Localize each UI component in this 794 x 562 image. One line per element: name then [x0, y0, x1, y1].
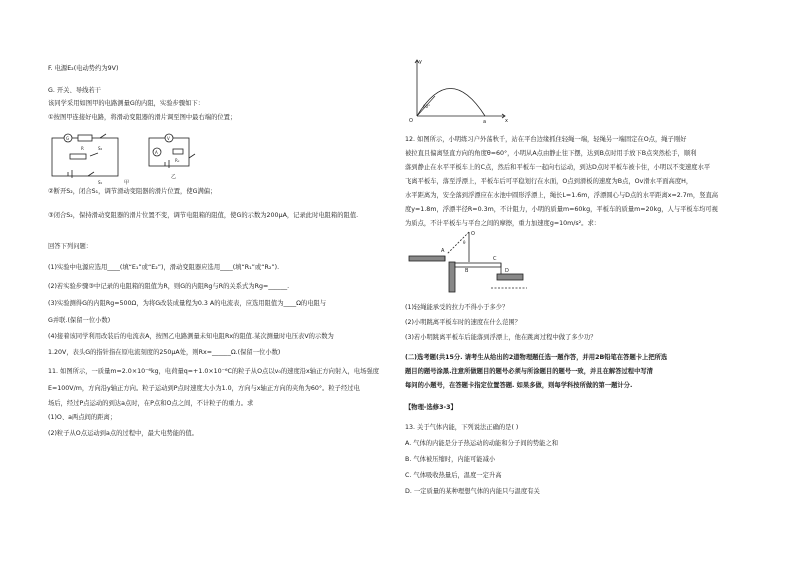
step-2: ②断开S₂，闭合S₁，调节滑动变阻器的滑片位置，使G满偏； — [48, 188, 217, 195]
svg-text:G: G — [66, 136, 70, 141]
question-12-line6: 度y=1.8m，浮漂半径R=0.3m，不计阻力，小明的质量m=60kg，平板车的质量m=20kg，人与平板车均可视 — [405, 206, 718, 213]
swing-label-b: B — [465, 268, 469, 274]
question-3-line1: (3)实验测得G的内阻Rg=500Ω，为将G改装成量程为0.3 A的电流表，应选用阻值为____Ω的电阻与 — [48, 300, 327, 307]
question-11-part2: (2)粒子从O点运动到a点的过程中，最大电势能的值。 — [48, 430, 198, 437]
swing-label-d: D — [505, 268, 509, 274]
graph-angle-label: 60° — [423, 104, 431, 109]
question-1: (1)实验中电源应选用____(填“E₁”或“E₂”)，滑动变阻器应选用____(填“R₁”或“R₂”). — [48, 264, 280, 271]
option-f-power: F. 电源E₂(电动势约为9V) — [48, 65, 119, 72]
question-12-line2: 被拉直且偏离竖直方向的角度θ=60°，小明从A点由静止往下摆，达到B点时用手放下B点突然松手，顺利 — [405, 150, 697, 157]
fig-label-a: 甲 — [124, 180, 130, 186]
question-12-part1: (1)轻绳能承受的拉力不得小于多少？ — [405, 304, 509, 311]
graph-x-label: x — [505, 118, 508, 124]
question-13-option-b: B. 气体被压缩时，内能可能减小 — [405, 456, 496, 463]
question-13-option-d: D. 一定质量的某种理想气体的内能只与温度有关 — [405, 488, 540, 495]
question-12-line1: 12. 如图所示，小明练习户外荡秋千，站在平台边缘抓住轻绳一端，轻绳另一端固定在O点，绳子刚好 — [405, 136, 687, 143]
question-12-line3: 落到静止在水平平板车上的C点，然后和平板车一起向右运动，到达D点时平板车被卡住，小明以不变速度水平 — [405, 164, 711, 171]
swing-label-c: C — [493, 256, 497, 262]
step-1: ①按图甲连接好电路，将滑动变阻器的滑片调至图中最右端的位置； — [48, 114, 237, 121]
answer-header: 回答下列问题： — [48, 243, 93, 250]
question-12-line7: 为质点，不计平板车与平台之间的摩擦，重力加速度g=10m/s²。求： — [405, 220, 601, 227]
swing-platform-figure — [405, 228, 541, 298]
question-12-line4: 飞离平板车，落至浮漂上，平板车后可平稳划行在水面，O点到滑板的速度为B点，Ov滑水平面高度H， — [405, 178, 693, 185]
svg-text:A: A — [155, 150, 158, 155]
graph-point-a-label: a — [483, 119, 487, 125]
trajectory-graph — [405, 56, 515, 125]
graph-y-label: y — [419, 59, 422, 65]
elective-instructions-line2: 题目的题号涂黑.注意所做题目的题号必须与所涂题目的题号一致，并且在解答过程中写清 — [405, 368, 653, 375]
swing-label-o: O — [471, 231, 475, 237]
circuit-diagram-a — [48, 128, 130, 186]
question-13: 13. 关于气体内能，下列说法正确的是( ) — [405, 424, 519, 431]
swing-label-a: A — [441, 248, 445, 254]
question-2: (2)若实验步骤③中记录的电阻箱的阻值为R，则G的内阻Rg与R的关系式为Rg=______. — [48, 283, 290, 290]
question-12-line5: 水平距离为，安全落到浮漂应在水池中圆形浮漂上，绳长L=1.6m，浮漂圆心与D点的水平距离x=2.7m，竖直高 — [405, 192, 719, 199]
question-11-line2: E=100V/m，方向沿y轴正方向。粒子运动到P点时速度大小为1.0，方向与x轴正方向的夹角为60°。粒子经过电 — [48, 385, 360, 392]
svg-text:R: R — [81, 146, 84, 151]
question-11-line1: 11. 如图所示，一质量m=2.0×10⁻⁶kg，电荷量q=+1.0×10⁻⁶C的粒子从O点以v₀的速度沿x轴正方向射入，电场强度 — [48, 368, 380, 375]
question-3-line2: G并联.(保留一位小数) — [48, 317, 111, 324]
graph-origin-label: O — [409, 118, 413, 124]
svg-text:S₁: S₁ — [98, 180, 103, 185]
elective-instructions-line3: 每问的小题号，在答题卡指定位置答题. 如果多做，则每学科按所做的第一题计分. — [405, 382, 633, 389]
experiment-intro: 该同学采用如图甲的电路测量G的内阻，实验步骤如下： — [48, 100, 205, 107]
option-g-switch: G. 开关、导线若干 — [48, 87, 101, 94]
question-12-part2: (2)小明跳离平板车时的速度在什么范围？ — [405, 319, 521, 326]
step-3: ③闭合S₂，保持滑动变阻器的滑片位置不变，调节电阻箱的阻值，使G的示数为200μA，记录此时电阻箱的阻值. — [48, 212, 359, 219]
question-4-line2: 1.20V，表头G的指针指在原电流刻度的250μA处，则Rx=______Ω.(保留一位小数) — [48, 349, 281, 356]
section-heading: 【物理-选修3-3】 — [405, 404, 457, 411]
question-11-line3: 场后，经过P点运动的到达a点时，在P点和O点之间，不计粒子的重力。求 — [48, 400, 254, 407]
question-12-part3: (3)若小明跳离平板车后能落到浮漂上，他在跳离过程中做了多少功？ — [405, 334, 597, 341]
question-13-option-a: A. 气体的内能是分子热运动的动能和分子间的势能之和 — [405, 440, 559, 447]
svg-text:S₂: S₂ — [98, 146, 103, 151]
elective-instructions-line1: (二)选考题(共15分. 请考生从给出的2道物理题任选一题作答，并用2B铅笔在答题卡上把所选 — [405, 354, 668, 361]
fig-label-b: 乙 — [171, 174, 177, 180]
question-13-option-c: C. 气体吸收热量后，温度一定升高 — [405, 472, 502, 479]
question-4-line1: (4)接着该同学利用改装后的电流表A，按图乙电路测量未知电阻Rx的阻值.某次测量时电压表V的示数为 — [48, 333, 334, 340]
circuit-diagram-b — [143, 132, 203, 182]
question-11-part1: (1)O、a两点间的距离； — [48, 414, 117, 421]
swing-label-theta: θ — [463, 240, 466, 245]
svg-text:Rₓ: Rₓ — [175, 158, 180, 163]
svg-text:V: V — [167, 136, 170, 141]
